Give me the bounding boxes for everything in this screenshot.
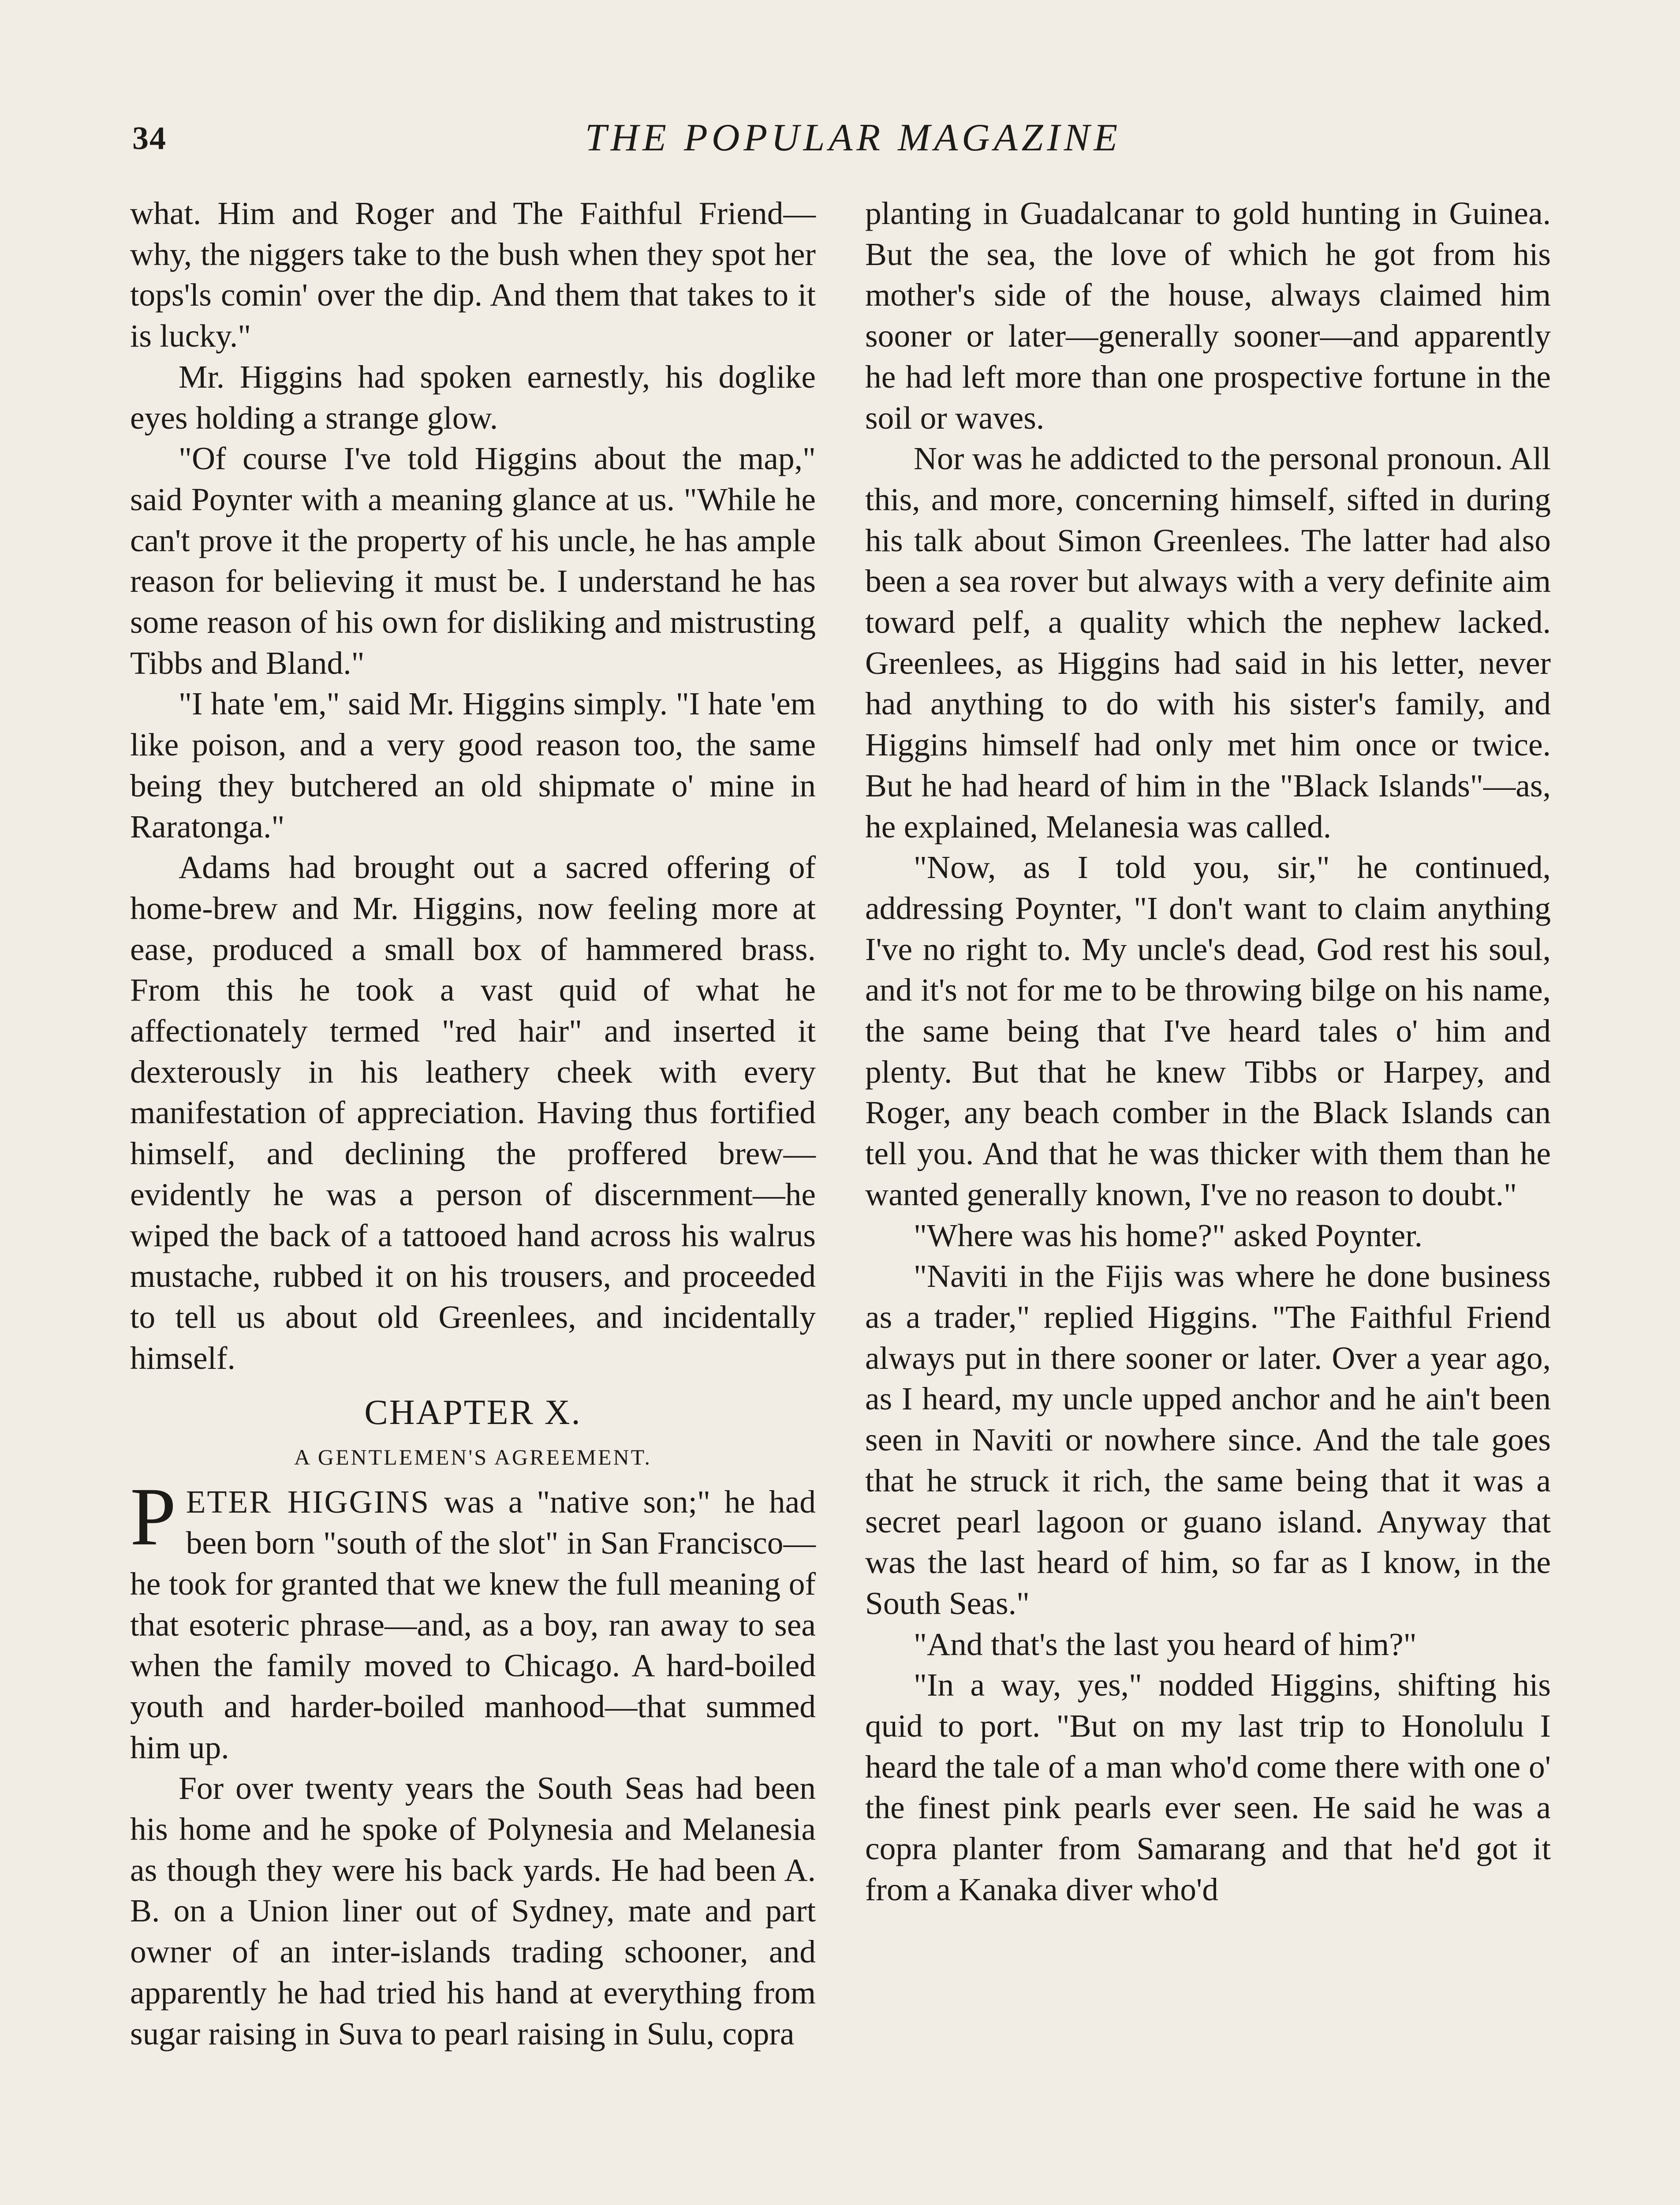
paragraph: "Of course I've told Higgins about the map," said Poynter with a meaning glance at us. "While he can't prove it the property of his uncle, he has ample reason for believing it must be. I understand he has some reason of his own for disliking and mistrusting Tibbs and Bland." (130, 441, 816, 681)
running-head: THE POPULAR MAGAZINE (585, 116, 1122, 159)
right-column (865, 193, 1551, 1910)
paragraph: "Now, as I told you, sir," he continued, addressing Poynter, "I don't want to claim anything I've no right to. My uncle's dead, God rest his soul, and it's not for me to be throwing bilge on his name, the same being that I've heard tales o' him and plenty. But that he knew Tibbs or Harpey, and Roger, any beach comber in the Black Islands can tell you. And that he was thicker with them than he wanted generally known, I've no reason to doubt." (865, 849, 1551, 1212)
paragraph: Nor was he addicted to the personal pronoun. All this, and more, concerning himself, sifted in during his talk about Simon Greenlees. The latter had also been a sea rover but always with a very definite aim toward pelf, a quality which the nephew lacked. Greenlees, as Higgins had said in his letter, never had anything to do with his sister's family, and Higgins himself had only met him once or twice. But he had heard of him in the "Black Islands"—as, he explained, Melanesia was called. (865, 441, 1551, 845)
chapter-subtitle: A GENTLEMEN'S AGREEMENT. (294, 1445, 652, 1470)
paragraph: For over twenty years the South Seas had been his home and he spoke of Polynesia and Melanesia as though they were his back yards. He had been A. B. on a Union liner out of Sydney, mate and part owner of an inter-islands trading schooner, and apparently he had tried his hand at everything from sugar raising in Suva to pearl raising in Sulu, copra (130, 1770, 816, 2052)
paragraph: Adams had brought out a sacred offering of home-brew and Mr. Higgins, now feeling more at ease, produced a small box of hammered brass. From this he took a vast quid of what he affectionately termed "red hair" and inserted it dexterously in his leathery cheek with every manifestation of appreciation. Having thus fortified himself, and declining the proffered brew—evidently he was a person of discernment—he wiped the back of a tattooed hand across his walrus mustache, rubbed it on his trousers, and proceeded to tell us about old Greenlees, and incidentally himself. (130, 849, 816, 1376)
paragraph: "In a way, yes," nodded Higgins, shifting his quid to port. "But on my last trip to Honolulu I heard the tale of a man who'd come there with one o' the finest pink pearls ever seen. He said he was a copra planter from Samarang and that he'd got it from a Kanaka diver who'd (865, 1667, 1551, 1907)
paragraph: what. Him and Roger and The Faithful Friend—why, the niggers take to the bush when they spot her tops'ls comin' over the dip. And them that takes to it is lucky." (130, 195, 816, 354)
paragraph: "Naviti in the Fijis was where he done business as a trader," replied Higgins. "The Faithful Friend always put in there sooner or later. Over a year ago, as I heard, my uncle upped anchor and he ain't been seen in Naviti or nowhere since. And the tale goes that he struck it rich, the same being that it was a secret pearl lagoon or guano island. Anyway that was the last heard of him, so far as I know, in the South Seas." (865, 1258, 1551, 1621)
paragraph: "And that's the last you heard of him?" (914, 1626, 1417, 1662)
left-column (130, 193, 816, 2054)
opening-text: was a "native son;" he had been born "south of the slot" in San Francisco—he took for granted that we knew the full meaning of that esoteric phrase—and, as a boy, ran away to sea when the family moved to Chicago. A hard-boiled youth and harder-boiled manhood—that summed him up. (130, 1484, 816, 1765)
paragraph: planting in Guadalcanar to gold hunting in Guinea. But the sea, the love of which he got from his mother's side of the house, always claimed him sooner or later—generally sooner—and apparently he had left more than one prospective fortune in the soil or waves. (865, 195, 1551, 436)
paragraph: Mr. Higgins had spoken earnestly, his doglike eyes holding a strange glow. (130, 359, 816, 436)
page-number: 34 (132, 120, 167, 157)
chapter-opening-paragraph (130, 1470, 816, 1768)
paragraph: "Where was his home?" asked Poynter. (914, 1217, 1423, 1253)
chapter-number: CHAPTER X. (364, 1393, 582, 1432)
drop-cap: P (130, 1470, 176, 1563)
opening-lead-words: ETER HIGGINS (186, 1484, 430, 1520)
paragraph: "I hate 'em," said Mr. Higgins simply. "I hate 'em like poison, and a very good reason too, the same being they butchered an old shipmate o' mine in Raratonga." (130, 686, 816, 845)
